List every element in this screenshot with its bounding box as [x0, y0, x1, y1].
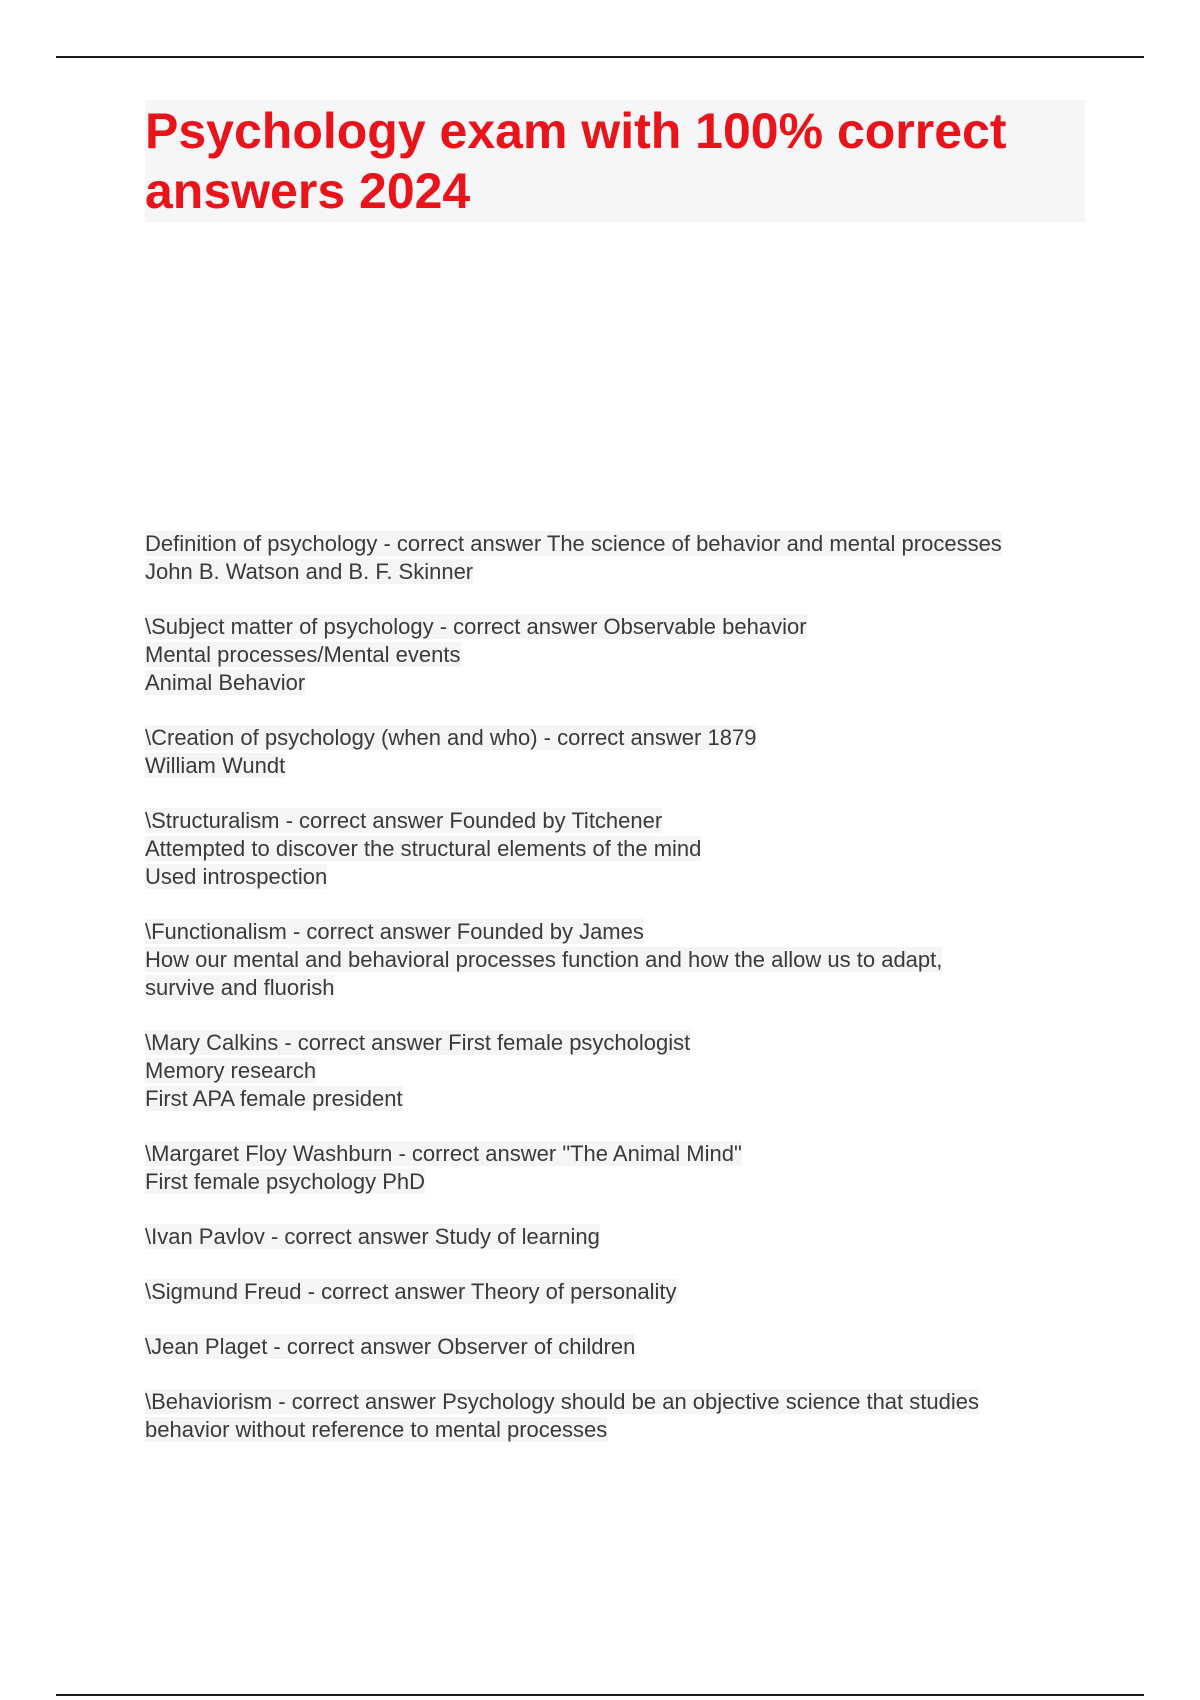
qa-line: \Ivan Pavlov - correct answer Study of learning	[145, 1224, 600, 1249]
qa-item	[145, 1333, 1095, 1361]
qa-line: Animal Behavior	[145, 670, 306, 695]
qa-list	[145, 530, 1095, 1471]
qa-line: \Functionalism - correct answer Founded by James	[145, 919, 644, 944]
qa-line: First female psychology PhD	[145, 1169, 425, 1194]
top-divider	[56, 56, 1144, 58]
qa-line: William Wundt	[145, 753, 286, 778]
qa-item	[145, 807, 1095, 891]
qa-line: Mental processes/Mental events	[145, 642, 461, 667]
qa-item	[145, 1223, 1095, 1251]
title-block	[145, 100, 1085, 222]
qa-item	[145, 1029, 1095, 1113]
qa-item	[145, 1140, 1095, 1196]
qa-item	[145, 1388, 1095, 1444]
qa-item	[145, 530, 1095, 586]
qa-line: Attempted to discover the structural elements of the mind	[145, 836, 702, 861]
qa-line: \Margaret Floy Washburn - correct answer "The Animal Mind"	[145, 1141, 742, 1166]
qa-line: behavior without reference to mental processes	[145, 1417, 608, 1442]
qa-item	[145, 724, 1095, 780]
qa-line: \Jean Plaget - correct answer Observer of children	[145, 1334, 636, 1359]
bottom-divider	[56, 1694, 1144, 1696]
qa-line: Memory research	[145, 1058, 317, 1083]
qa-line: Used introspection	[145, 864, 328, 889]
qa-line: \Subject matter of psychology - correct answer Observable behavior	[145, 614, 807, 639]
qa-line: How our mental and behavioral processes function and how the allow us to adapt,	[145, 947, 943, 972]
page-title: Psychology exam with 100% correct answers 2024	[145, 103, 1007, 219]
qa-line: \Sigmund Freud - correct answer Theory of personality	[145, 1279, 677, 1304]
qa-item	[145, 613, 1095, 697]
qa-item	[145, 918, 1095, 1002]
qa-item	[145, 1278, 1095, 1306]
qa-line: First APA female president	[145, 1086, 403, 1111]
qa-line: \Structuralism - correct answer Founded by Titchener	[145, 808, 663, 833]
qa-line: \Mary Calkins - correct answer First female psychologist	[145, 1030, 691, 1055]
qa-line: \Behaviorism - correct answer Psychology should be an objective science that studies	[145, 1389, 979, 1414]
qa-line: \Creation of psychology (when and who) - correct answer 1879	[145, 725, 757, 750]
qa-line: survive and fluorish	[145, 975, 335, 1000]
qa-line: Definition of psychology - correct answer The science of behavior and mental processes	[145, 531, 1002, 556]
qa-line: John B. Watson and B. F. Skinner	[145, 559, 474, 584]
